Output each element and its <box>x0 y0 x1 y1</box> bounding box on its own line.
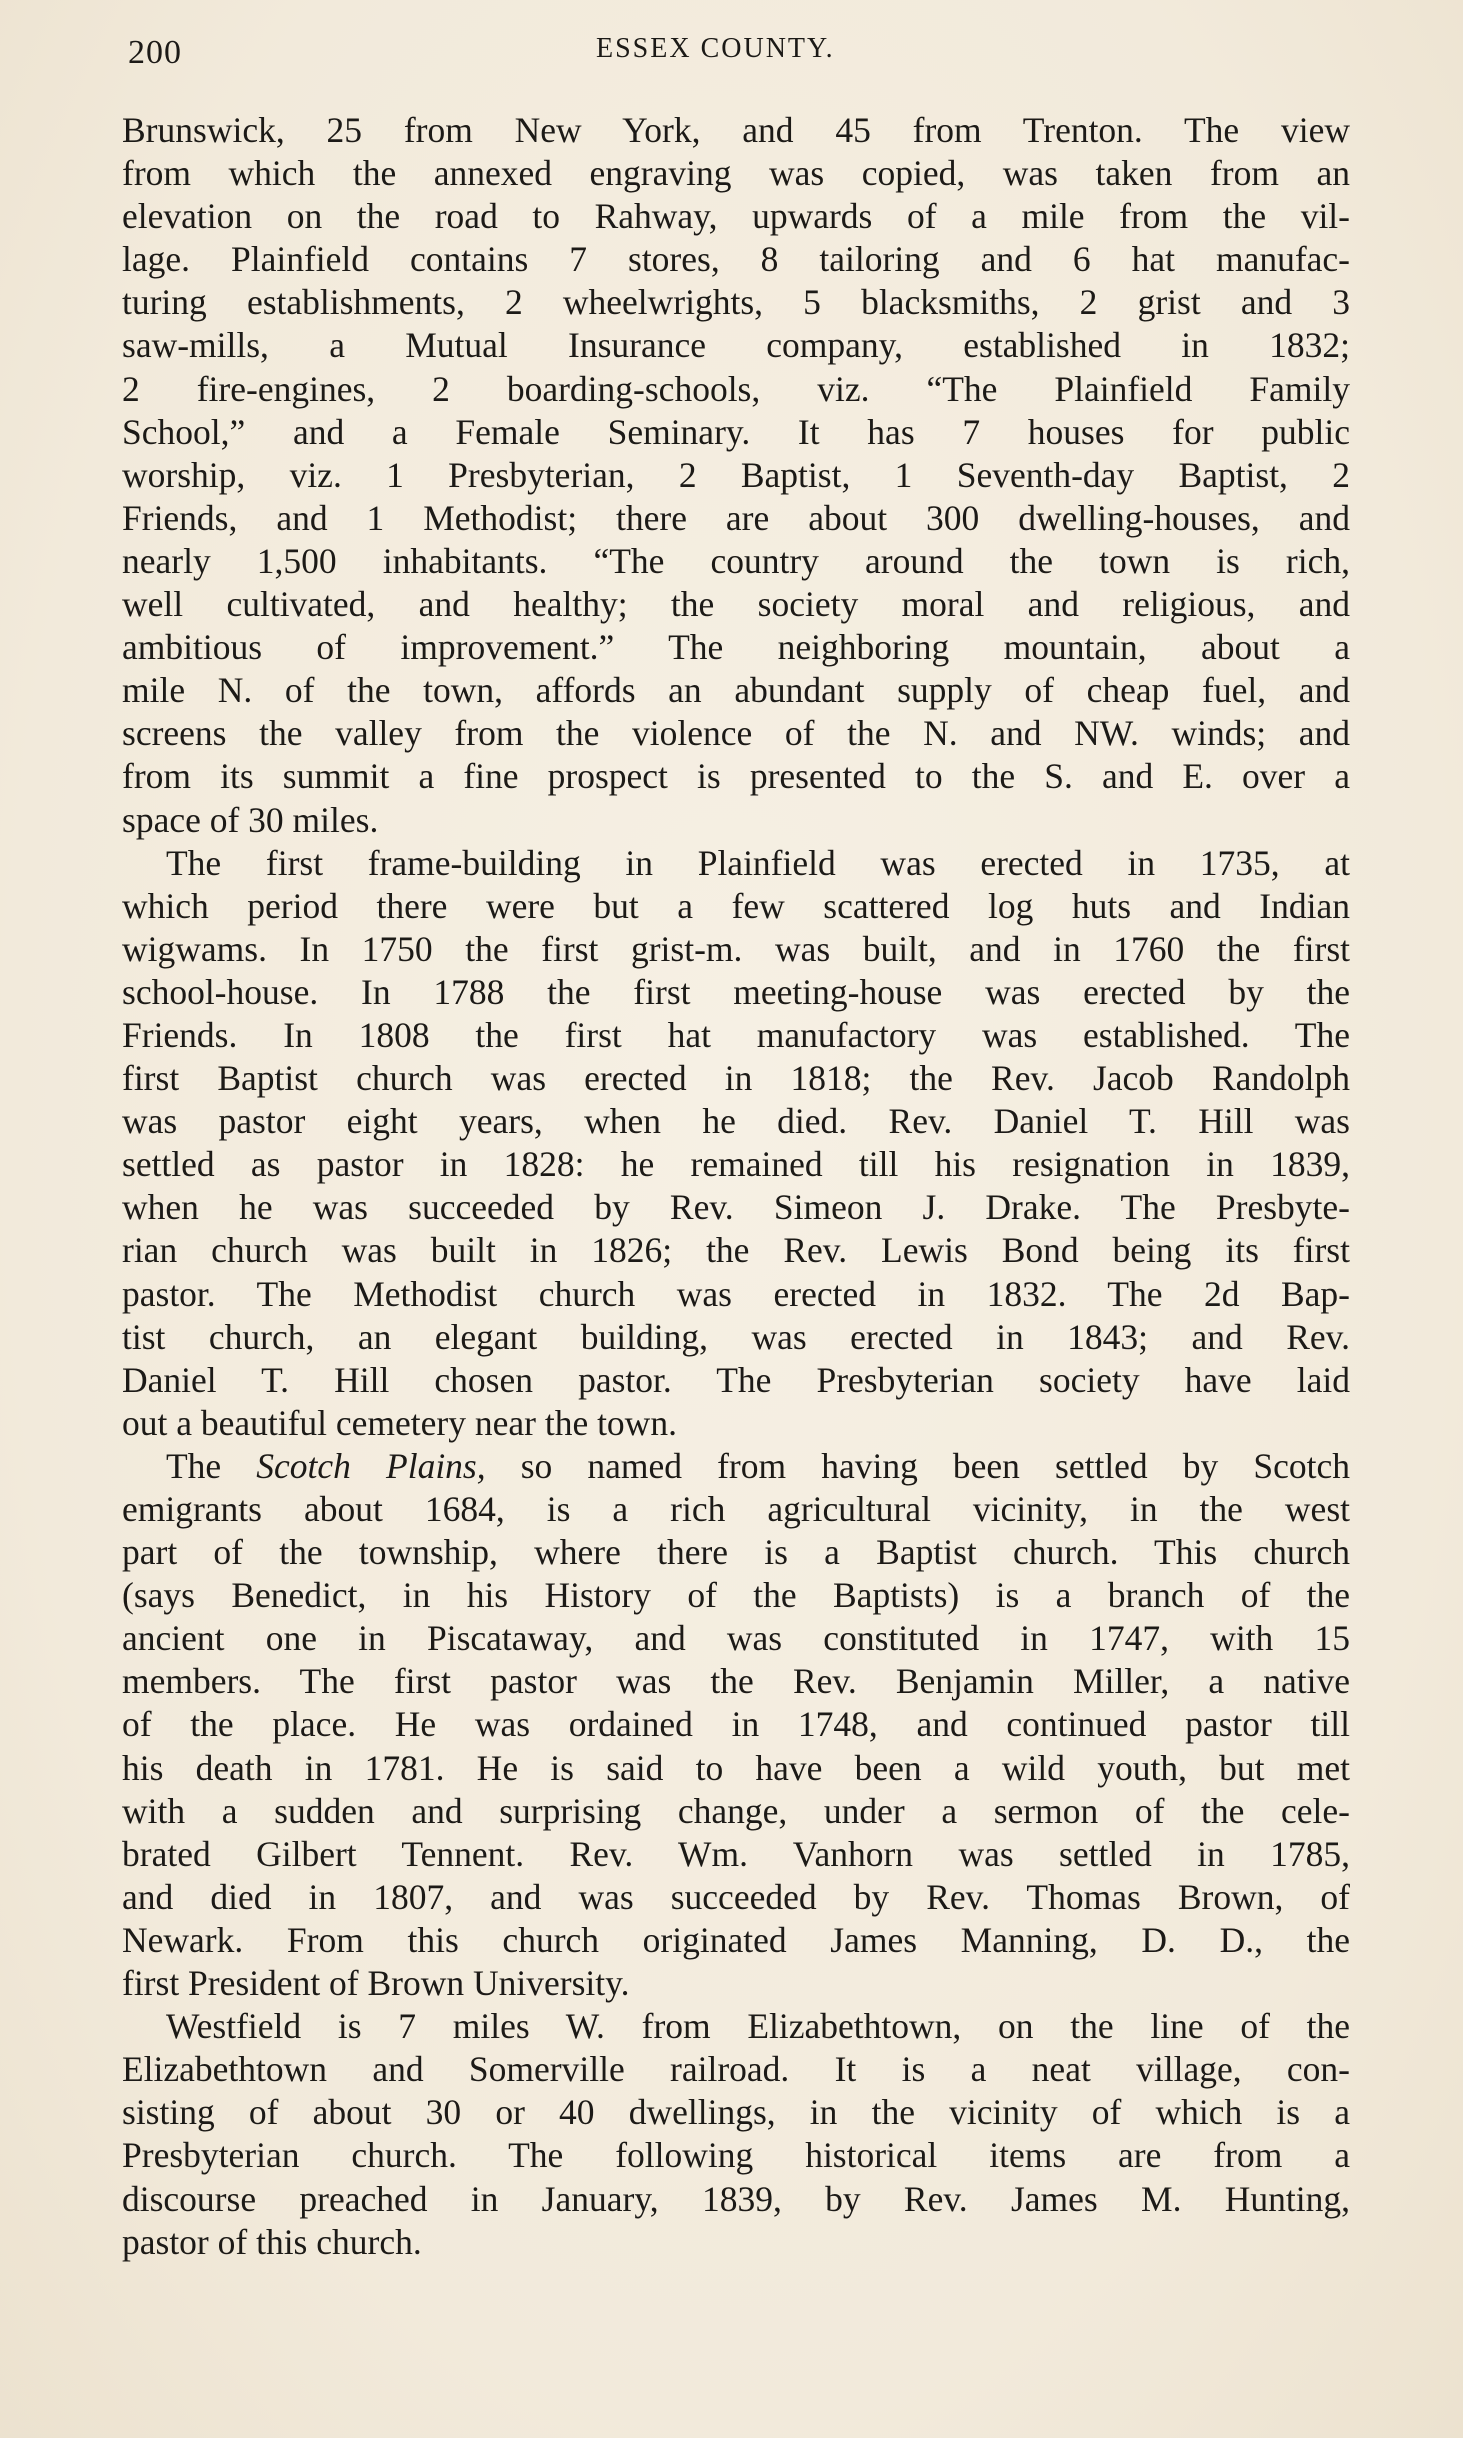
running-head <box>122 30 1352 80</box>
text-line: Elizabethtown and Somerville railroad. It is a neat village, con- <box>122 2049 1350 2090</box>
text-line: Newark. From this church originated James Manning, D. D., the <box>122 1919 1350 1960</box>
text-line: settled as pastor in 1828: he remained till his resignation in 1839, <box>122 1144 1350 1185</box>
text-line: discourse preached in January, 1839, by Rev. James M. Hunting, <box>122 2178 1350 2219</box>
text-line: worship, viz. 1 Presbyterian, 2 Baptist, 1 Seventh-day Baptist, 2 <box>122 454 1350 495</box>
text-line: brated Gilbert Tennent. Rev. Wm. Vanhorn was settled in 1785, <box>122 1833 1350 1874</box>
body-text <box>122 109 1350 2264</box>
text-line: members. The first pastor was the Rev. Benjamin Miller, a native <box>122 1661 1350 1702</box>
text-line: ambitious of improvement.” The neighboring mountain, about a <box>122 627 1350 668</box>
text-line: first President of Brown University. <box>122 1963 630 2004</box>
text-line: The first frame-building in Plainfield was erected in 1735, at <box>166 842 1350 883</box>
text-line: mile N. of the town, affords an abundant supply of cheap fuel, and <box>122 670 1350 711</box>
text-line: from which the annexed engraving was copied, was taken from an <box>122 153 1350 194</box>
paragraph-scotch-plains <box>122 1445 1350 2005</box>
text-line: out a beautiful cemetery near the town. <box>122 1402 677 1443</box>
text-line: lage. Plainfield contains 7 stores, 8 tailoring and 6 hat manufac- <box>122 239 1350 280</box>
text-run: The <box>166 1445 257 1486</box>
text-line: was pastor eight years, when he died. Rev. Daniel T. Hill was <box>122 1101 1350 1142</box>
text-line: when he was succeeded by Rev. Simeon J. Drake. The Presbyte- <box>122 1187 1350 1228</box>
text-line: tist church, an elegant building, was erected in 1843; and Rev. <box>122 1316 1350 1357</box>
text-line: first Baptist church was erected in 1818; the Rev. Jacob Randolph <box>122 1058 1350 1099</box>
text-line: (says Benedict, in his History of the Baptists) is a branch of the <box>122 1575 1350 1616</box>
text-line: 2 fire-engines, 2 boarding-schools, viz. “The Plainfield Family <box>122 368 1350 409</box>
paragraph-plainfield-description <box>122 109 1350 842</box>
text-line: sisting of about 30 or 40 dwellings, in the vicinity of which is a <box>122 2092 1350 2133</box>
text-line: Presbyterian church. The following historical items are from a <box>122 2135 1350 2176</box>
text-line <box>122 1445 1350 1488</box>
text-line: with a sudden and surprising change, under a sermon of the cele- <box>122 1790 1350 1831</box>
text-line: his death in 1781. He is said to have been a wild youth, but met <box>122 1747 1350 1788</box>
text-line: Friends. In 1808 the first hat manufactory was established. The <box>122 1014 1350 1055</box>
text-line: Friends, and 1 Methodist; there are about 300 dwelling-houses, and <box>122 497 1350 538</box>
text-line: pastor of this church. <box>122 2221 422 2262</box>
text-line: screens the valley from the violence of the N. and NW. winds; and <box>122 713 1350 754</box>
text-line: nearly 1,500 inhabitants. “The country around the town is rich, <box>122 540 1350 581</box>
text-line: ancient one in Piscataway, and was constituted in 1747, with 15 <box>122 1618 1350 1659</box>
paragraph-plainfield-history <box>122 842 1350 1445</box>
paragraph-westfield <box>122 2005 1350 2264</box>
text-line: well cultivated, and healthy; the society moral and religious, and <box>122 584 1350 625</box>
text-line: School,” and a Female Seminary. It has 7 houses for public <box>122 411 1350 452</box>
text-line: from its summit a fine prospect is presented to the S. and E. over a <box>122 756 1350 797</box>
text-line: part of the township, where there is a Baptist church. This church <box>122 1532 1350 1573</box>
text-line: which period there were but a few scattered log huts and Indian <box>122 885 1350 926</box>
text-line: of the place. He was ordained in 1748, and continued pastor till <box>122 1704 1350 1745</box>
text-line: wigwams. In 1750 the first grist-m. was built, and in 1760 the first <box>122 928 1350 969</box>
text-line: and died in 1807, and was succeeded by Rev. Thomas Brown, of <box>122 1876 1350 1917</box>
text-line: Brunswick, 25 from New York, and 45 from Trenton. The view <box>122 110 1350 150</box>
text-line: emigrants about 1684, is a rich agricultural vicinity, in the west <box>122 1489 1350 1529</box>
text-line: elevation on the road to Rahway, upwards of a mile from the vil- <box>122 196 1350 237</box>
text-line: school-house. In 1788 the first meeting-house was erected by the <box>122 971 1350 1012</box>
text-line: saw-mills, a Mutual Insurance company, established in 1832; <box>122 325 1350 366</box>
text-run: so named from having been settled by Scotch <box>485 1445 1350 1486</box>
text-line: space of 30 miles. <box>122 799 379 840</box>
text-line: Westfield is 7 miles W. from Elizabethtown, on the line of the <box>166 2006 1350 2047</box>
page-number: 200 <box>128 34 182 71</box>
text-line: rian church was built in 1826; the Rev. Lewis Bond being its first <box>122 1230 1350 1271</box>
text-line: turing establishments, 2 wheelwrights, 5 blacksmiths, 2 grist and 3 <box>122 282 1350 323</box>
text-line: Daniel T. Hill chosen pastor. The Presbyterian society have laid <box>122 1359 1350 1400</box>
place-name-italic: Scotch Plains, <box>256 1445 486 1486</box>
text-line: pastor. The Methodist church was erected in 1832. The 2d Bap- <box>122 1273 1350 1314</box>
running-title: ESSEX COUNTY. <box>596 33 835 64</box>
